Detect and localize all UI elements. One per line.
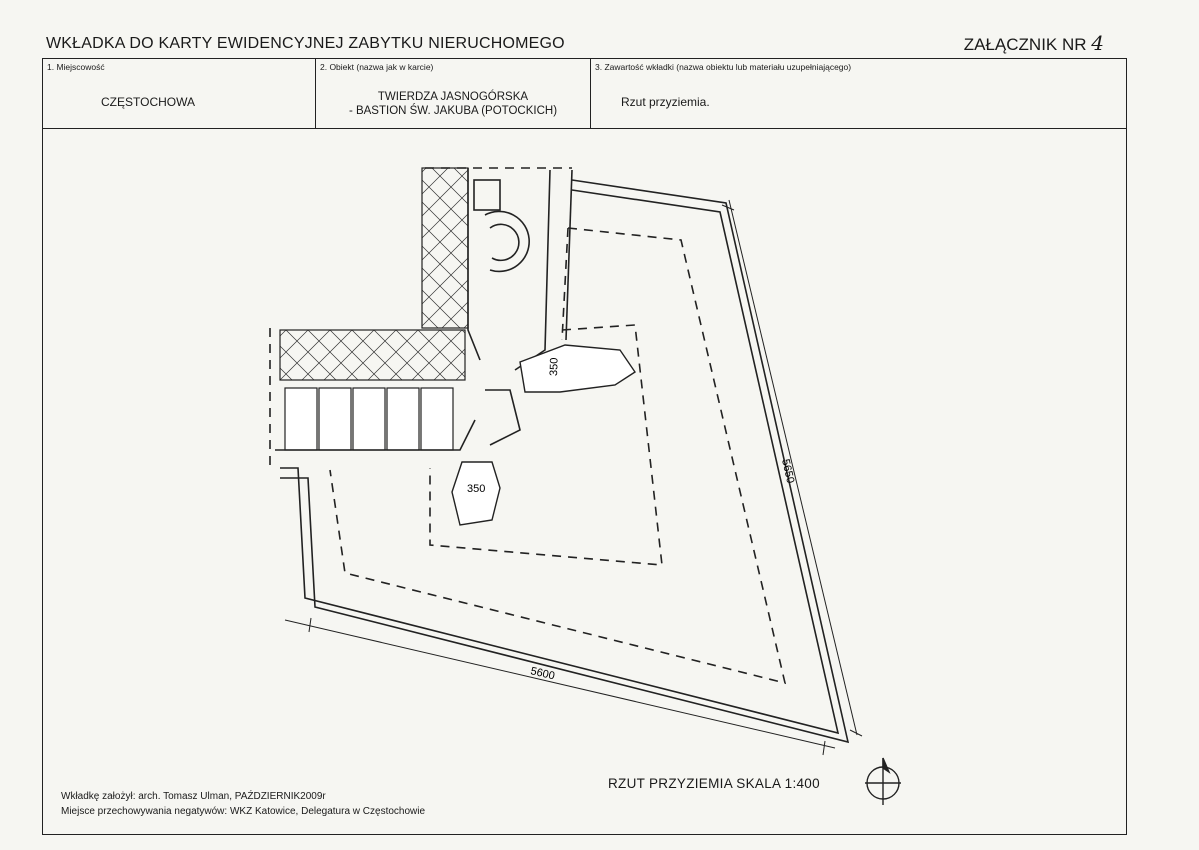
casemate-gallery	[275, 168, 480, 450]
object-label: 2. Obiekt (nazwa jak w karcie)	[320, 62, 434, 72]
round-tower	[474, 180, 529, 271]
outer-wall	[280, 180, 848, 742]
room-upper	[520, 345, 635, 392]
dim-long-side: 5650	[779, 457, 797, 485]
annex-number: 4	[1091, 31, 1104, 55]
annex-label-text: ZAŁĄCZNIK NR	[963, 35, 1087, 54]
footer-negatives: Miejsce przechowywania negatywów: WKZ Katowice, Delegatura w Częstochowie	[61, 806, 426, 817]
content-value: Rzut przyziemia.	[621, 95, 710, 109]
drawing-caption: RZUT PRZYZIEMIA SKALA 1:400	[608, 776, 820, 791]
object-value-line1: TWIERDZA JASNOGÓRSKA	[377, 91, 529, 103]
content-label: 3. Zawartość wkładki (nazwa obiektu lub materiału uzupełniającego)	[595, 62, 852, 72]
footer-author: Wkładkę założył: arch. Tomasz Ulman, PAŹDZIERNIK2009r	[61, 791, 326, 802]
north-arrow-icon	[865, 758, 901, 805]
locality-value: CZĘSTOCHOWA	[101, 95, 196, 109]
object-value-line2: - BASTION ŚW. JAKUBA (POTOCKICH)	[348, 105, 558, 117]
locality-label: 1. Miejscowość	[47, 62, 105, 72]
page-title: WKŁADKA DO KARTY EWIDENCYJNEJ ZABYTKU NIERUCHOMEGO	[46, 35, 565, 52]
dim-room-lower: 350	[467, 483, 486, 495]
dim-bottom-side: 5600	[529, 665, 556, 683]
dim-room-upper: 350	[548, 357, 561, 377]
